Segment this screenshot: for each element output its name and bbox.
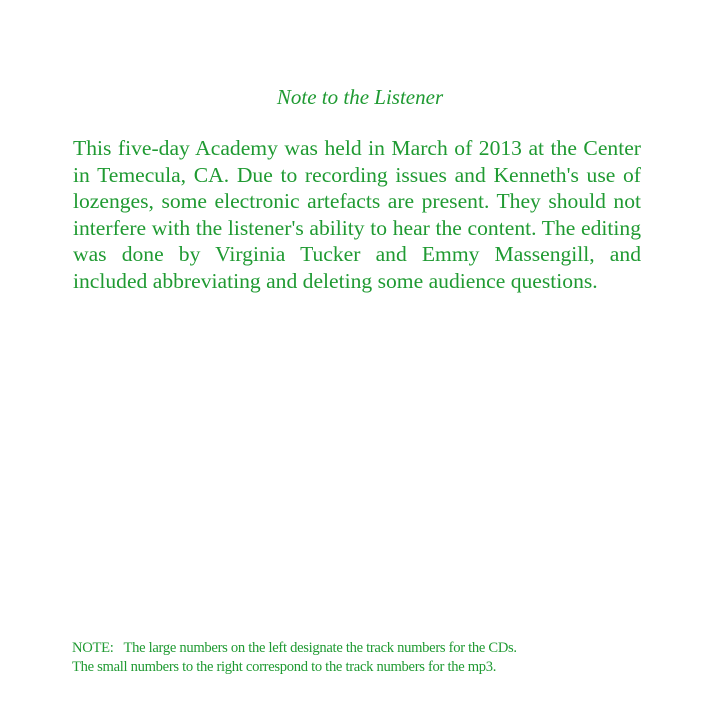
track-numbers-note — [72, 639, 672, 676]
note-body-paragraph: This five-day Academy was held in March of 2013 at the Center in Temecula, CA. Due to recording issues and Kenneth's use of lozenges, some electronic artefacts are present. They should not interfere with the listener's ability to hear the content. The editing was done by Virginia Tucker and Emmy Massengill, and included abbreviating and deleting some audience questions. — [73, 136, 641, 293]
note-text-cds: The large numbers on the left designate the track numbers for the CDs. — [123, 640, 517, 656]
note-line-1 — [72, 639, 672, 658]
note-line-2: The small numbers to the right correspond to the track numbers for the mp3. — [72, 658, 497, 675]
note-label: NOTE: — [72, 640, 114, 656]
page-title: Note to the Listener — [276, 85, 444, 109]
